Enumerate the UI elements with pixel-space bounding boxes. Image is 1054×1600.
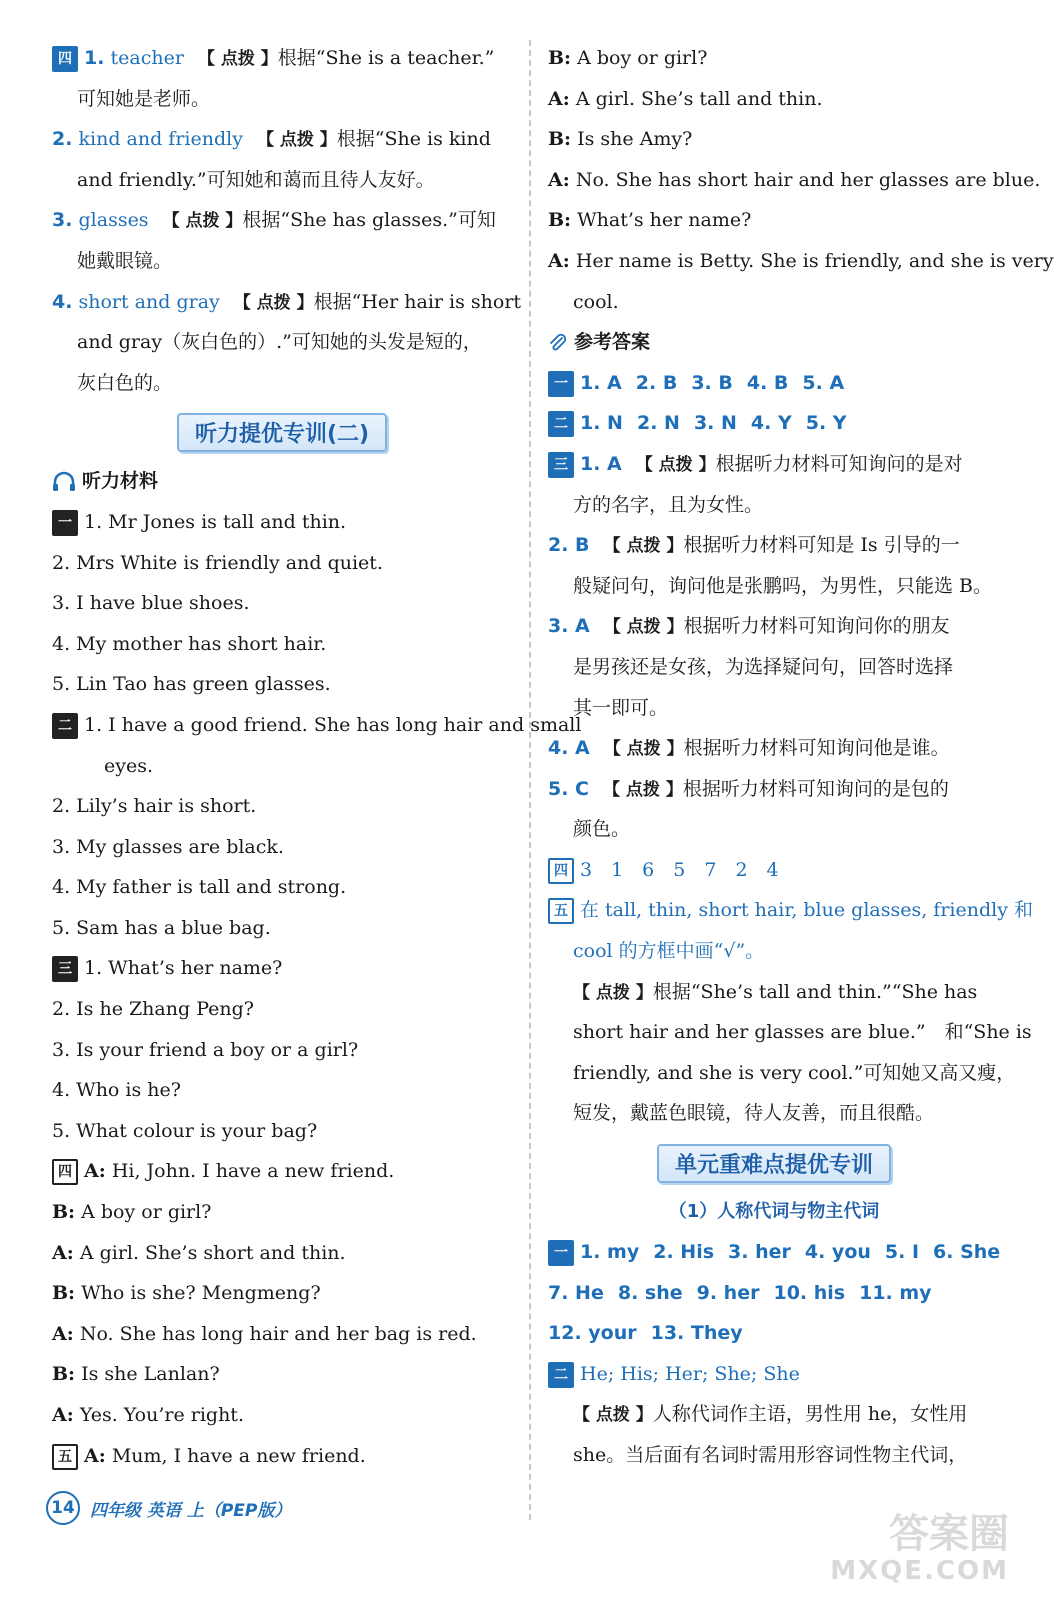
column-divider xyxy=(529,40,531,1520)
answers-4: 四 3 1 6 5 7 2 4 xyxy=(548,850,1000,891)
listening-3-1: 三 1. What’s her name? xyxy=(52,948,512,989)
dialog-5-line: B: A boy or girl? xyxy=(548,47,708,69)
section-title-unit: 单元重难点提优专训 xyxy=(548,1134,1000,1192)
answer-3-3: 3. A 【 点拨 】根据听力材料可知询问你的朋友 xyxy=(548,615,950,638)
answers-5: 五 在 tall, thin, short hair, blue glasses, friendly 和 xyxy=(548,890,1000,931)
left-column: 四 1. teacher 【 点拨 】根据“She is a teacher.” 可知她是老师。 2. kind and friendly 【 点拨 】根据“She is kind and friendly.”可知她和蔼而且待人友好。 3. glasses 【 点拨 】根据“She has glasses.”可知 她戴眼镜。 4. short and gray 【 点拨 】根据“Her hair is short and gray（灰白色的）.”可知她的头发是短的， 灰白色的。 听力提优专训(二) 听力材料 一 1. Mr Jones is tall and thin. 2. Mrs White is friendly and quiet. 3. I have blue shoes. 4. My mother has short hair. 5. Lin Tao has green glasses. 二 1. I have a good friend. She has long hair and small eyes. 2. Lily’s hair is short. 3. My glasses are black. 4. My father is tall and strong. 5. Sam has a blue bag. 三 1. What’s her name? 2. Is he Zhang Peng? 3. Is your friend a boy or a girl? 4. Who is he? 5. What colour is your bag? 四 A: Hi, John. I have a new friend. B: A boy or girl? A: A girl. She’s short and thin. B: Who is she? Mengmeng? A: No. She has long hair and her bag is red. B: Is she Lanlan? A: Yes. You’re right. 五 A: Mum, I have a new friend. xyxy=(52,38,512,1476)
section-badge-4: 四 xyxy=(548,858,574,884)
dialog-4-line: B: Who is she? Mengmeng? xyxy=(52,1282,321,1305)
answer-4-2: 2. kind and friendly 【 点拨 】根据“She is kind xyxy=(52,128,491,151)
listening-2-1: 二 1. I have a good friend. She has long hair and small xyxy=(52,705,512,746)
answer-3-5: 5. C 【 点拨 】根据听力材料可知询问的是包的 xyxy=(548,777,949,800)
section-badge-2: 二 xyxy=(548,411,574,437)
section-badge-1: 一 xyxy=(548,1240,574,1266)
dialog-4-line: 四 A: Hi, John. I have a new friend. xyxy=(52,1151,512,1192)
watermark: 答案圈 MXQE.COM xyxy=(830,1511,1009,1586)
dialog-5-line: 五 A: Mum, I have a new friend. xyxy=(52,1436,512,1477)
section-badge-3: 三 xyxy=(548,452,574,478)
answers-1: 一 1. A 2. B 3. B 4. B 5. A xyxy=(548,363,1000,404)
section-badge-1: 一 xyxy=(548,371,574,397)
answer-4-4: 4. short and gray 【 点拨 】根据“Her hair is short xyxy=(52,290,522,313)
dialog-5-line: A: No. She has short hair and her glasses are blue. xyxy=(548,168,1041,191)
paperclip-icon xyxy=(548,333,568,353)
answer-3-1: 三 1. A 【 点拨 】根据听力材料可知询问的是对 xyxy=(548,444,1000,485)
answer-5-explanation: 【 点拨 】根据“She’s tall and thin.”“She has xyxy=(573,980,978,1003)
page-footer xyxy=(46,1490,291,1526)
page-number: 14 xyxy=(46,1491,80,1525)
pronoun-explanation: 【 点拨 】人称代词作主语，男性用 he，女性用 xyxy=(573,1403,968,1426)
answer-3-2: 2. B 【 点拨 】根据听力材料可知是 Is 引导的一 xyxy=(548,534,960,557)
pronoun-answers-2: 二 He; His; Her; She; She xyxy=(548,1354,1000,1395)
pronoun-answers-1b: 7. He 8. she 9. her 10. his 11. my xyxy=(548,1281,932,1304)
dialog-5-line: B: Is she Amy? xyxy=(548,128,693,151)
listening-heading: 听力材料 xyxy=(52,461,512,502)
dialog-4-line: B: Is she Lanlan? xyxy=(52,1363,220,1386)
dialog-4-line: A: No. She has long hair and her bag is red. xyxy=(52,1322,477,1345)
headphones-icon xyxy=(52,472,76,492)
dialog-4-line: A: A girl. She’s short and thin. xyxy=(52,1241,346,1264)
section-badge-5: 五 xyxy=(548,898,574,924)
dialog-5-line: A: A girl. She’s tall and thin. xyxy=(548,87,823,110)
section-badge-4b: 四 xyxy=(52,1159,78,1185)
section-title-listening: 听力提优专训(二) xyxy=(52,403,512,461)
answer-4-3: 3. glasses 【 点拨 】根据“She has glasses.”可知 xyxy=(52,209,496,232)
section-badge-2: 二 xyxy=(548,1362,574,1388)
answer-4-1: 四 1. teacher 【 点拨 】根据“She is a teacher.” xyxy=(52,38,512,79)
section-badge-5: 五 xyxy=(52,1444,78,1470)
answers-2: 二 1. N 2. N 3. N 4. Y 5. Y xyxy=(548,403,1000,444)
dialog-5-line: A: Her name is Betty. She is friendly, and she is very xyxy=(548,249,1054,272)
dialog-4-line: B: A boy or girl? xyxy=(52,1201,212,1224)
right-column: B: A boy or girl? A: A girl. She’s tall and thin. B: Is she Amy? A: No. She has short hair and her glasses are blue. B: What’s her name? A: Her name is Betty. She is friendly, and she is very cool. 参考答案 一 1. A 2. B 3. B 4. B 5. A 二 1. N 2. N 3. N 4. Y 5. Y 三 1. A 【 点拨 】根据听力材料可知询问的是对 方的名字，且为女性。 2. B 【 点拨 】根据听力材料可知是 Is 引导的一 般疑问句，询问他是张鹏吗，为男性，只能选 B。 3. A 【 点拨 】根据听力材料可知询问你的朋友 是男孩还是女孩，为选择疑问句，回答时选择 其一即可。 4. A 【 点拨 】根据听力材料可知询问他是谁。 5. C 【 点拨 】根据听力材料可知询问的是包的 颜色。 四 3 1 6 5 7 2 4 五 在 tall, thin, short hair, blue glasses, friendly 和 cool 的方框中画“√”。 【 点拨 】根据“She’s tall and thin.”“She has short hair and her glasses are blue.” 和“She is friendly, and she is very cool.”可知她又高又瘦， 短发，戴蓝色眼镜，待人友善，而且很酷。 单元重难点提优专训 （1）人称代词与物主代词 一 1. my 2. His 3. her 4. you 5. I 6. She 7. He 8. she 9. her 10. his 11. my 12. your 13. They 二 He; His; Her; She; She 【 点拨 】人称代词作主语，男性用 he，女性用 she。当后面有名词时需用形容词性物主代词， xyxy=(548,38,1000,1476)
pronoun-answers-1c: 12. your 13. They xyxy=(548,1322,743,1345)
dialog-4-line: A: Yes. You’re right. xyxy=(52,1404,244,1426)
answers-heading: 参考答案 xyxy=(548,322,1000,363)
answer-3-4: 4. A 【 点拨 】根据听力材料可知询问他是谁。 xyxy=(548,737,950,760)
sub-title-pronouns: （1）人称代词与物主代词 xyxy=(668,1201,880,1223)
section-badge-3: 三 xyxy=(52,956,78,982)
dialog-5-line: B: What’s her name? xyxy=(548,209,752,232)
section-badge-2: 二 xyxy=(52,713,78,739)
section-badge-1: 一 xyxy=(52,510,78,536)
listening-1-1: 一 1. Mr Jones is tall and thin. xyxy=(52,502,512,543)
section-badge-4: 四 xyxy=(52,46,78,72)
pronoun-answers-1: 一 1. my 2. His 3. her 4. you 5. I 6. She xyxy=(548,1232,1000,1273)
book-title: 四年级 英语 上（PEP版） xyxy=(90,1500,292,1521)
